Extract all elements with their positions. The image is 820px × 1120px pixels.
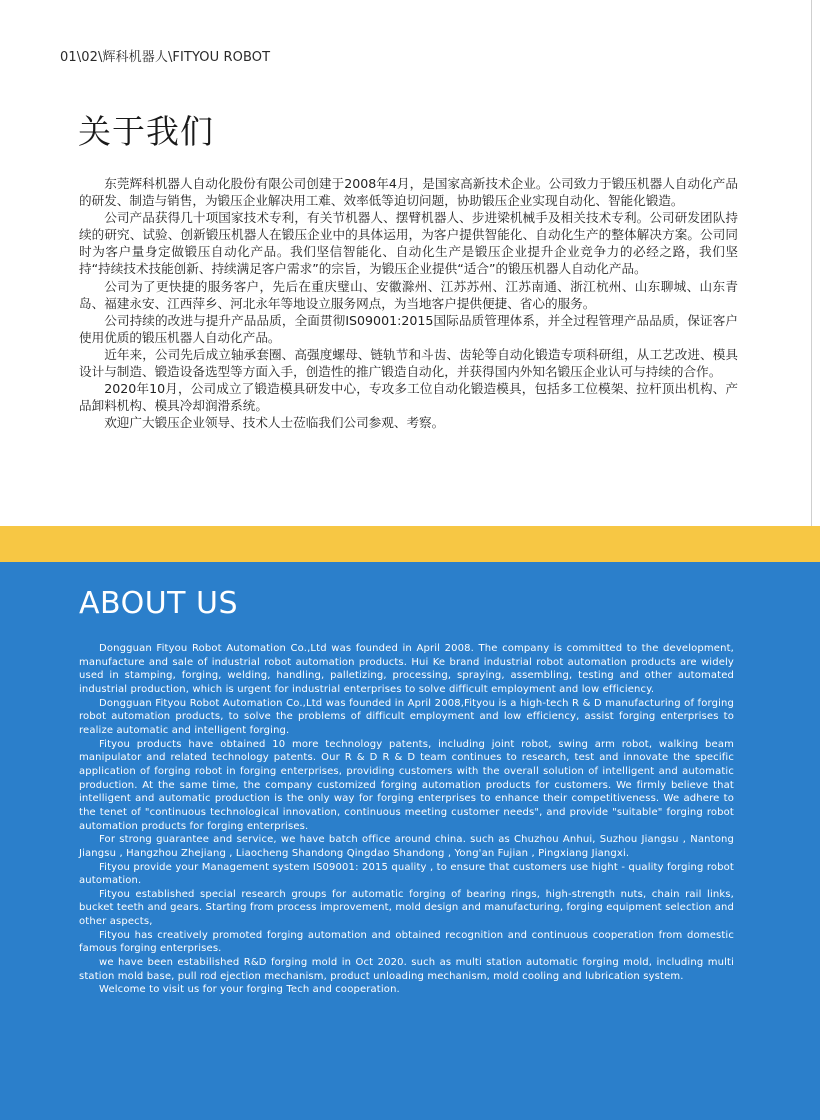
page-edge-rule [811, 0, 812, 526]
paragraph-cn: 东莞辉科机器人自动化股份有限公司创建于2008年4月，是国家高新技术企业。公司致力于锻压机器人自动化产品的研发、制造与销售，为锻压企业解决用工难、效率低等迫切问题，协助锻压企业实现自动化、智能化锻造。 [79, 176, 738, 209]
paragraph-en: Fityou provide your Management system IS09001: 2015 quality , to ensure that customers use hight - quality forging robot automation. [79, 861, 734, 887]
paragraph-en: Dongguan Fityou Robot Automation Co.,Ltd was founded in April 2008,Fityou is a high-tech R & D manufacturing of forging robot automation products, to solve the problems of difficult employment and low efficiency, assist forging enterprises to realize automatic and intelligent forging. [79, 697, 734, 736]
breadcrumb: 01\02\辉科机器人\FITYOU ROBOT [60, 50, 271, 65]
paragraph-en: Welcome to visit us for your forging Tech and cooperation. [99, 984, 400, 996]
paragraph-cn: 公司为了更快捷的服务客户，先后在重庆璧山、安徽滁州、江苏苏州、江苏南通、浙江杭州、山东聊城、山东青岛、福建永安、江西萍乡、河北永年等地设立服务网点，为当地客户提供便捷、省心的服务。 [79, 278, 738, 311]
page-title-en: ABOUT US [79, 586, 239, 621]
page-title-cn: 关于我们 [78, 112, 214, 151]
paragraph-cn: 公司持续的改进与提升产品品质，全面贯彻IS09001:2015国际品质管理体系，并全过程管理产品品质，保证客户使用优质的锻压机器人自动化产品。 [79, 312, 738, 345]
paragraph-cn: 欢迎广大锻压企业领导、技术人士莅临我们公司参观、考察。 [104, 415, 445, 431]
paragraph-en: Fityou products have obtained 10 more technology patents, including joint robot, swing arm robot, walking beam manipulator and related technology patents. Our R & D R & D team continues to research, test and innovate the specific application of forging robot in forging enterprises, providing customers with the overall solution of intelligent and automatic production. At the same time, the company customized forging automation products for customers. We firmly believe that intelligent and automatic production is the only way for forging enterprises to enhance their competitiveness. We adhere to the tenet of "continuous technological innovation, continuous meeting customer needs", and provide "suitable" forging robot automation products for forging enterprises. [79, 738, 734, 832]
paragraph-en: Fityou established special research groups for automatic forging of bearing rings, high-strength nuts, chain rail links, bucket teeth and gears. Starting from process improvement, mold design and manufacturing, forging equipment selection and other aspects, [79, 888, 734, 928]
paragraph-en: Dongguan Fityou Robot Automation Co.,Ltd was founded in April 2008. The company is committed to the development, manufacture and sale of industrial robot automation products. Hui Ke brand industrial robot automation products are widely used in stamping, forging, welding, handling, palletizing, processing, spraying, assembling, testing and other automated industrial production, which is urgent for industrial enterprises to solve difficult employment and low efficiency. [79, 643, 734, 695]
paragraph-cn: 近年来，公司先后成立轴承套圈、高强度螺母、链轨节和斗齿、齿轮等自动化锻造专项科研组，从工艺改进、模具设计与制造、锻造设备选型等方面入手，创造性的推广锻造自动化，并获得国内外知名锻压企业认可与持续的合作。 [79, 346, 738, 380]
paragraph-cn: 2020年10月，公司成立了锻造模具研发中心，专攻多工位自动化锻造模具，包括多工位模架、拉杆顶出机构、产品卸料机构、模具冷却润滑系统。 [79, 381, 738, 414]
about-text-cn [79, 175, 738, 431]
chinese-section [0, 0, 820, 526]
paragraph-en: For strong guarantee and service, we have batch office around china. such as Chuzhou Anhui, Suzhou Jiangsu , Nantong Jiangsu , Hangzhou Zhejiang , Liaocheng Shandong Qingdao Shandong , Yong'an Fujian , Pingxiang Jiangxi. [79, 834, 734, 859]
yellow-divider-band [0, 526, 820, 562]
paragraph-en: Fityou has creatively promoted forging automation and obtained recognition and continuous cooperation from domestic famous forging enterprises. [79, 929, 734, 955]
paragraph-cn: 公司产品获得几十项国家技术专利，有关节机器人、摆臂机器人、步进梁机械手及相关技术专利。公司研发团队持续的研究、试验、创新锻压机器人在锻压企业中的具体运用，为客户提供智能化、自动化生产的整体解决方案。公司同时为客户量身定做锻压自动化产品。我们坚信智能化、自动化生产是锻压企业提升企业竞争力的必经之路，我们坚持“持续技术技能创新、持续满足客户需求”的宗旨，为锻压企业提供“适合”的锻压机器人自动化产品。 [79, 210, 738, 277]
paragraph-en: we have been estabilished R&D forging mold in Oct 2020. such as multi station automatic forging mold, including multi station mold base, pull rod ejection mechanism, product unloading mechanism, mold cooling and lubrication system. [79, 957, 734, 982]
about-text-en [79, 642, 734, 997]
